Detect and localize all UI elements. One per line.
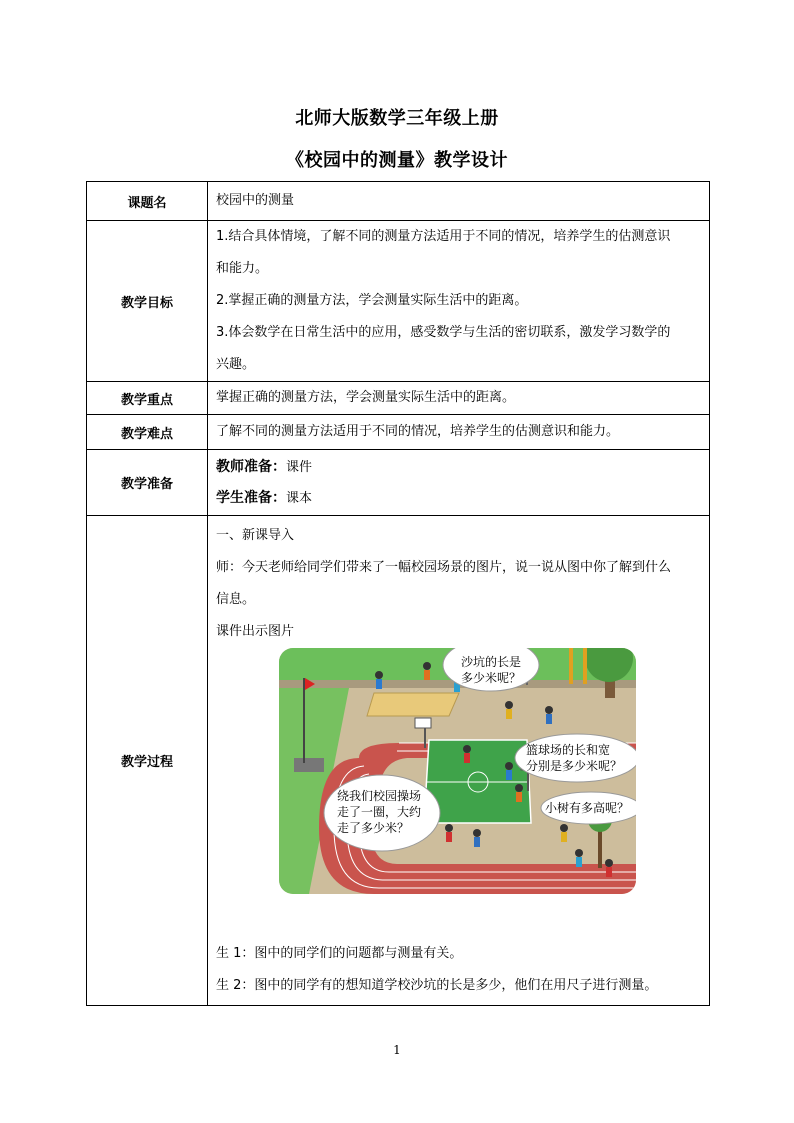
goal-line: 3.体会数学在日常生活中的应用，感受数学与生活的密切联系，激发学习数学的 — [216, 325, 671, 340]
bubble-track-line: 绕我们校园操场 — [337, 788, 422, 803]
bubble-track — [324, 775, 440, 851]
process-content — [208, 516, 710, 1006]
row-process — [87, 516, 710, 1006]
bubble-court-line: 篮球场的长和宽 — [526, 742, 611, 757]
bubble-track-line: 走了一圈，大约 — [337, 804, 422, 819]
goal-line: 和能力。 — [216, 261, 269, 276]
prep-content — [208, 450, 710, 516]
row-goals — [87, 221, 710, 382]
bubble-tree — [541, 792, 636, 824]
difficulty-value: 了解不同的测量方法适用于不同的情况，培养学生的估测意识和能力。 — [208, 415, 710, 450]
row-difficulty — [87, 415, 710, 450]
goals-label: 教学目标 — [87, 221, 208, 382]
teacher-line: 师：今天老师给同学们带来了一幅校园场景的图片，说一说从图中你了解到什么 — [216, 559, 672, 575]
goal-line: 兴趣。 — [216, 357, 256, 372]
show-picture-note: 课件出示图片 — [216, 623, 295, 639]
campus-scene-illustration — [279, 648, 636, 894]
bubble-sandpit-line: 沙坑的长是 — [461, 654, 522, 669]
bubble-sandpit-line: 多少米呢？ — [461, 670, 522, 685]
topic-value: 校园中的测量 — [208, 182, 710, 221]
page-number: 1 — [393, 1043, 401, 1057]
scene-wrap — [216, 648, 701, 938]
bubble-tree-line: 小树有多高呢？ — [545, 800, 630, 815]
goal-line: 2.掌握正确的测量方法，学会测量实际生活中的距离。 — [216, 293, 528, 308]
goals-content — [208, 221, 710, 382]
goal-line: 1.结合具体情境，了解不同的测量方法适用于不同的情况，培养学生的估测意识 — [216, 229, 671, 244]
teacher-prep-value: 课件 — [286, 459, 313, 475]
process-label: 教学过程 — [87, 516, 208, 1006]
prep-label: 教学准备 — [87, 450, 208, 516]
row-key-point — [87, 382, 710, 415]
document-title: 北师大版数学三年级上册 — [295, 108, 499, 129]
student-answer: 生 2：图中的同学有的想知道学校沙坑的长是多少，他们在用尺子进行测量。 — [216, 977, 658, 993]
student-prep-value: 课本 — [286, 490, 313, 506]
teacher-prep-label: 教师准备： — [216, 458, 286, 475]
bubble-court-line: 分别是多少米呢？ — [526, 758, 623, 773]
section-heading: 一、新课导入 — [216, 527, 295, 543]
teacher-line: 信息。 — [216, 591, 256, 607]
difficulty-label: 教学难点 — [87, 415, 208, 450]
key-value: 掌握正确的测量方法，学会测量实际生活中的距离。 — [208, 382, 710, 415]
topic-label: 课题名 — [87, 182, 208, 221]
key-label: 教学重点 — [87, 382, 208, 415]
row-preparation — [87, 450, 710, 516]
document-subtitle: 《校园中的测量》教学设计 — [286, 150, 508, 171]
row-topic — [87, 182, 710, 221]
lesson-plan-table — [86, 181, 710, 1006]
teacher-prep — [216, 452, 701, 483]
student-prep — [216, 483, 701, 514]
student-prep-label: 学生准备： — [216, 489, 286, 506]
bubble-track-line: 走了多少米？ — [337, 820, 410, 835]
student-answer: 生 1：图中的同学们的问题都与测量有关。 — [216, 945, 463, 961]
bubble-court — [515, 734, 636, 782]
